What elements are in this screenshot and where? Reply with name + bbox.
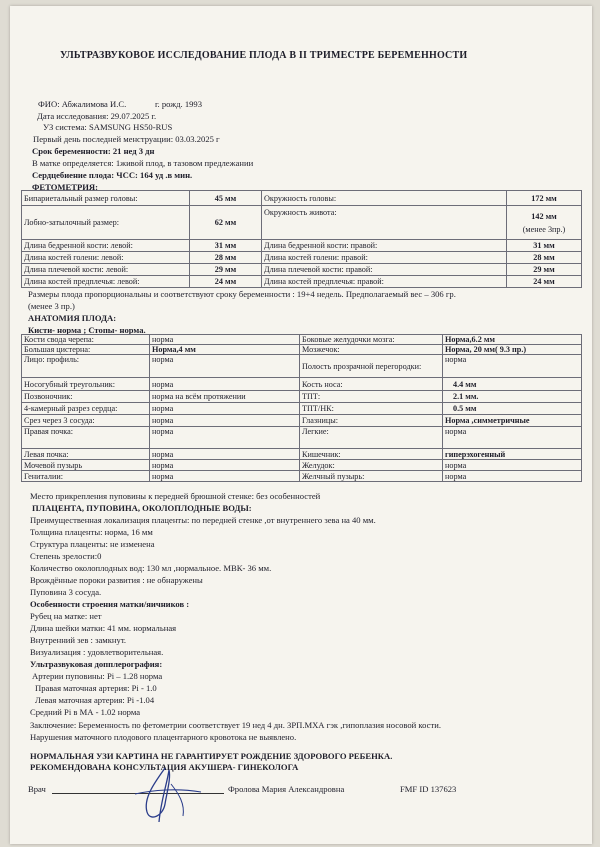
anatomy-label: ТПТ:	[300, 391, 443, 403]
anatomy-label: Полость прозрачной перегородки:	[300, 355, 443, 378]
anatomy-value: Норма, 20 мм( 9.3 пр.)	[443, 345, 582, 355]
table-row	[22, 345, 582, 355]
anatomy-value: норма	[150, 427, 300, 449]
anatomy-value: 2.1 мм.	[443, 391, 582, 403]
fetometry-value: 24 мм	[507, 276, 582, 288]
conclusion: Заключение: Беременность по фетометрии соответствует 19 нед 4 дн. ЗРП.МХА гэк ,гипоплазия носовой кости.	[30, 720, 441, 730]
anatomy-label: Левая почка:	[22, 449, 150, 460]
fetometry-value: 24 мм	[190, 276, 262, 288]
placenta-line: Степень зрелости:0	[30, 551, 102, 561]
disclaimer-line: НОРМАЛЬНАЯ УЗИ КАРТИНА НЕ ГАРАНТИРУЕТ РОЖДЕНИЕ ЗДОРОВОГО РЕБЕНКА.	[30, 751, 393, 761]
anatomy-value: Норма,4 мм	[150, 345, 300, 355]
patient-birth-year: г. рожд. 1993	[155, 99, 203, 109]
table-row	[22, 403, 582, 415]
fetometry-label: Длина бедренной кости: правой:	[262, 240, 507, 252]
fetometry-note: (менее 3пр.)	[522, 224, 566, 234]
disclaimer-line: РЕКОМЕНДОВАНА КОНСУЛЬТАЦИЯ АКУШЕРА- ГИНЕКОЛОГА	[30, 762, 299, 772]
anatomy-value: норма	[150, 335, 300, 345]
us-system: УЗ система: SAMSUNG HS50-RUS	[43, 122, 173, 132]
anatomy-label: ТПТ/НК:	[300, 403, 443, 415]
anatomy-value: Норма ,симметричные	[443, 415, 582, 427]
fetometry-value: 28 мм	[190, 252, 262, 264]
table-row	[22, 449, 582, 460]
table-row	[22, 427, 582, 449]
uterus-finding: В матке определяется: 1живой плод, в тазовом предлежании	[32, 158, 254, 168]
fetometry-label: Бипариетальный размер головы:	[22, 191, 190, 206]
fetometry-value: 142 мм	[531, 211, 557, 221]
visualization: Визуализация : удовлетворительная.	[30, 647, 164, 657]
placenta-line: Врождённые пороки развития : не обнаружены	[30, 575, 203, 585]
doppler-left-uterine: Левая маточная артерия: Pi -1.04	[35, 695, 155, 705]
patient-name: ФИО: Абжалимова И.С.	[38, 99, 127, 109]
anatomy-value: норма	[150, 415, 300, 427]
fmf-id: FMF ID 137623	[400, 784, 457, 794]
table-row	[22, 264, 582, 276]
internal-os: Внутренний зев : замкнут.	[30, 635, 127, 645]
table-row	[22, 460, 582, 471]
fetometry-conclusion: Размеры плода пропорциональны и соответствуют сроку беременности : 19+4 недель. Предполагаемый вес – 306 гр.	[28, 289, 456, 299]
anatomy-value: норма на всём протяжении	[150, 391, 300, 403]
anatomy-value: норма	[150, 460, 300, 471]
anatomy-label: 4-камерный разрез сердца:	[22, 403, 150, 415]
fetometry-label: Окружность живота:	[262, 206, 507, 240]
exam-date: Дата исследования: 29.07.2025 г.	[37, 111, 157, 121]
cervix-length: Длина шейки матки: 41 мм. нормальная	[30, 623, 177, 633]
anatomy-value: Норма,6.2 мм	[443, 335, 582, 345]
anatomy-value: 0.5 мм	[443, 403, 582, 415]
cord-attachment: Место прикрепления пуповины к передней брюшной стенке: без особенностей	[30, 491, 321, 501]
fetometry-value: 29 мм	[507, 264, 582, 276]
fetometry-value-cell	[507, 206, 582, 240]
anatomy-value: норма	[443, 471, 582, 482]
anatomy-value: норма	[150, 471, 300, 482]
anatomy-heading: АНАТОМИЯ ПЛОДА:	[28, 313, 117, 323]
doppler-mean: Средний Pi в МА - 1.02 норма	[30, 707, 141, 717]
doctor-name: Фролова Мария Александровна	[228, 784, 345, 794]
fetometry-label: Длина плечевой кости: правой:	[262, 264, 507, 276]
fetometry-value: 45 мм	[190, 191, 262, 206]
doppler-right-uterine: Правая маточная артерия: Pi - 1.0	[35, 683, 157, 693]
doctor-signature	[125, 764, 205, 826]
anatomy-label: Мозжечок:	[300, 345, 443, 355]
uterus-heading: Особенности строения матки/яичников :	[30, 599, 190, 609]
fetometry-value: 31 мм	[190, 240, 262, 252]
fetometry-label: Длина плечевой кости: левой:	[22, 264, 190, 276]
anatomy-value: норма	[150, 403, 300, 415]
anatomy-subheading: Кисти- норма ; Стопы- норма.	[28, 325, 146, 335]
fetometry-value: 29 мм	[190, 264, 262, 276]
anatomy-value: норма	[443, 355, 582, 378]
anatomy-value: норма	[443, 427, 582, 449]
table-row	[22, 252, 582, 264]
conclusion-blood-flow: Нарушения маточного плодового плацентарного кровотока не выявлено.	[30, 732, 297, 742]
doppler-umbilical: Артерии пуповины: Pi – 1.28 норма	[32, 671, 163, 681]
placenta-line: Толщина плаценты: норма, 16 мм	[30, 527, 153, 537]
table-row	[22, 191, 582, 206]
table-row	[22, 471, 582, 482]
placenta-line: Количество околоплодных вод: 130 мл ,нормальное. МВК- 36 мм.	[30, 563, 272, 573]
anatomy-label: Лицо: профиль:	[22, 355, 150, 378]
fetometry-table	[21, 190, 582, 288]
anatomy-value: 4.4 мм	[443, 378, 582, 391]
table-row	[22, 240, 582, 252]
doctor-label: Врач	[28, 784, 46, 794]
anatomy-value: норма	[150, 355, 300, 378]
fetometry-value: 28 мм	[507, 252, 582, 264]
fetometry-label: Длина костей голени: левой:	[22, 252, 190, 264]
placenta-line: Преимущественная локализация плаценты: по передней стенке ,от внутреннего зева на 40 мм.	[30, 515, 376, 525]
report-sheet	[10, 6, 592, 844]
anatomy-label: Кость носа:	[300, 378, 443, 391]
fetometry-label: Лобно-затылочный размер:	[22, 206, 190, 240]
anatomy-label: Правая почка:	[22, 427, 150, 449]
anatomy-value: гиперэхогенный	[443, 449, 582, 460]
fetometry-value: 62 мм	[190, 206, 262, 240]
report-title: УЛЬТРАЗВУКОВОЕ ИССЛЕДОВАНИЕ ПЛОДА В II ТРИМЕСТРЕ БЕРЕМЕННОСТИ	[60, 50, 468, 61]
table-row	[22, 355, 582, 378]
fetometry-label: Окружность головы:	[262, 191, 507, 206]
anatomy-label: Легкие:	[300, 427, 443, 449]
table-row	[22, 415, 582, 427]
last-menstruation: Первый день последней менструации: 03.03.2025 г	[33, 134, 220, 144]
uterus-scar: Рубец на матке: нет	[30, 611, 102, 621]
anatomy-label: Желчный пузырь:	[300, 471, 443, 482]
anatomy-value: норма	[150, 449, 300, 460]
anatomy-label: Носогубный треугольник:	[22, 378, 150, 391]
placenta-line: Пуповина 3 сосуда.	[30, 587, 102, 597]
placenta-heading: ПЛАЦЕНТА, ПУПОВИНА, ОКОЛОПЛОДНЫЕ ВОДЫ:	[32, 503, 252, 513]
fetometry-label: Длина бедренной кости: левой:	[22, 240, 190, 252]
placenta-line: Структура плаценты: не изменена	[30, 539, 155, 549]
anatomy-label: Кишечник:	[300, 449, 443, 460]
anatomy-label: Боковые желудочки мозга:	[300, 335, 443, 345]
pregnancy-term: Срок беременности: 21 нед 3 дн	[32, 146, 155, 156]
anatomy-label: Мочевой пузырь	[22, 460, 150, 471]
anatomy-table	[21, 334, 582, 482]
table-row	[22, 276, 582, 288]
heartbeat: Сердцебиение плода: ЧСС: 164 уд .в мин.	[32, 170, 193, 180]
fetometry-value: 172 мм	[507, 191, 582, 206]
doppler-heading: Ультразвуковая допплерография:	[30, 659, 163, 669]
anatomy-label: Глазницы:	[300, 415, 443, 427]
anatomy-label: Позвоночник:	[22, 391, 150, 403]
fetometry-conclusion-note: (менее 3 пр.)	[28, 301, 75, 311]
anatomy-label: Кости свода черепа:	[22, 335, 150, 345]
fetometry-label: Длина костей предплечья: левой:	[22, 276, 190, 288]
anatomy-value: норма	[150, 378, 300, 391]
fetometry-label: Длина костей голени: правой:	[262, 252, 507, 264]
anatomy-value: норма	[443, 460, 582, 471]
anatomy-label: Большая цистерна:	[22, 345, 150, 355]
fetometry-label: Длина костей предплечья: правой:	[262, 276, 507, 288]
table-row	[22, 391, 582, 403]
fetometry-value: 31 мм	[507, 240, 582, 252]
anatomy-label: Желудок:	[300, 460, 443, 471]
anatomy-label: Гениталии:	[22, 471, 150, 482]
fetometry-heading: ФЕТОМЕТРИЯ:	[32, 182, 98, 192]
table-row	[22, 378, 582, 391]
table-row	[22, 206, 582, 240]
table-row	[22, 335, 582, 345]
anatomy-label: Срез через 3 сосуда:	[22, 415, 150, 427]
